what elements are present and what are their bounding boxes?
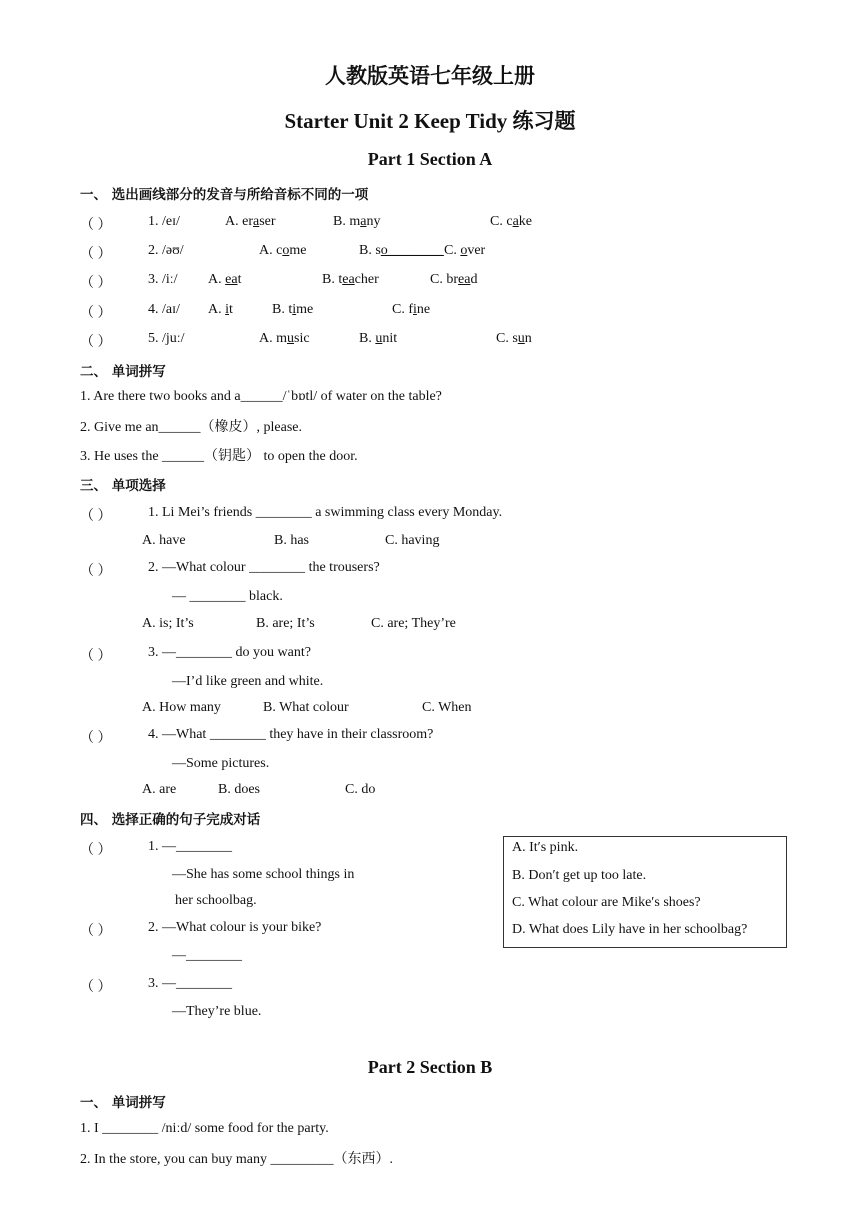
pron-3-option-a-pre: A. <box>208 272 226 287</box>
pron-5-phonetic: 5. /juː/ <box>148 331 185 346</box>
q2-paren: （ ） <box>80 564 112 579</box>
options-box <box>503 836 787 948</box>
dialog-q2-stem: 2. —What colour is your bike? <box>148 920 322 935</box>
pron-5-option-c <box>496 331 532 347</box>
pron-1-option-a-pre: A. er <box>225 214 253 229</box>
q3-reply: —I’d like green and white. <box>172 674 324 689</box>
option-c: C. What colour are Mike′s shoes? <box>512 895 701 910</box>
pron-1-option-c-pre: C. c <box>490 214 513 229</box>
pron-4-option-c-post: ne <box>416 302 431 317</box>
q2-reply: — ________ black. <box>172 589 283 604</box>
pron-3-option-a <box>208 272 241 288</box>
q3-option-b: B. What colour <box>263 700 349 715</box>
q2-stem: 2. —What colour ________ the trousers? <box>148 560 380 575</box>
pron-5-option-b <box>359 331 397 347</box>
dialog-q1-reply-line1: —She has some school things in <box>172 867 355 882</box>
pron-1-option-c-underlined: a <box>512 214 519 229</box>
pron-4-paren: （ ） <box>80 306 112 321</box>
sec4-heading: 四、 选择正确的句子完成对话 <box>80 812 261 828</box>
pron-4-option-c-underlined: i <box>413 302 417 317</box>
pron-4-phonetic: 4. /aɪ/ <box>148 302 180 317</box>
q4-option-b: B. does <box>218 782 260 797</box>
q4-stem: 4. —What ________ they have in their classroom? <box>148 727 434 742</box>
pron-4-option-b-post: me <box>296 302 314 317</box>
option-d: D. What does Lily have in her schoolbag? <box>512 922 748 937</box>
pron-1-option-c <box>490 214 532 230</box>
pron-1-option-b <box>333 214 380 230</box>
q4-option-a: A. are <box>142 782 177 797</box>
pron-2-paren: （ ） <box>80 247 112 262</box>
pron-4-option-a <box>208 302 233 318</box>
pron-5-paren: （ ） <box>80 335 112 350</box>
option-a: A. It′s pink. <box>512 840 579 855</box>
pron-3-phonetic: 3. /iː/ <box>148 272 178 287</box>
spelling-line-3: 3. He uses the ______（钥匙） to open the door. <box>80 449 358 464</box>
pron-5-option-b-underlined: u <box>375 331 383 346</box>
q3-option-a: A. How many <box>142 700 221 715</box>
pron-2-option-c-post: ver <box>467 243 486 258</box>
q1-stem: 1. Li Mei’s friends ________ a swimming class every Monday. <box>148 505 503 520</box>
q1-option-c: C. having <box>385 533 440 548</box>
q2-option-c: C. are; They’re <box>371 616 456 631</box>
pron-3-option-a-post: t <box>237 272 242 287</box>
q3-paren: （ ） <box>80 649 112 664</box>
part2-spelling-line-1: 1. I ________ /niːd/ some food for the party. <box>80 1121 329 1136</box>
q2-option-a: A. is; It’s <box>142 616 194 631</box>
pron-4-option-b-underlined: i <box>292 302 297 317</box>
sec3-heading: 三、 单项选择 <box>80 478 166 494</box>
dialog-q1-paren: （ ） <box>80 843 112 858</box>
q1-paren: （ ） <box>80 509 112 524</box>
dialog-q1-stem: 1. —________ <box>148 839 232 854</box>
pron-5-option-a <box>259 331 310 347</box>
pron-3-option-c-pre: C. br <box>430 272 458 287</box>
q3-stem: 3. —________ do you want? <box>148 645 311 660</box>
pron-4-option-b <box>272 302 313 318</box>
spelling-line-1: 1. Are there two books and a______/ˈbɒtl/ of water on the table? <box>80 389 442 404</box>
pron-1-phonetic: 1. /eɪ/ <box>148 214 180 229</box>
part2-spelling-line-2: 2. In the store, you can buy many _________（东西）. <box>80 1152 394 1167</box>
pron-2-option-a-post: me <box>289 243 307 258</box>
document-title: 人教版英语七年级上册 <box>325 64 535 88</box>
pron-5-option-b-pre: B. <box>359 331 376 346</box>
pron-3-paren: （ ） <box>80 276 112 291</box>
pron-1-option-b-pre: B. m <box>333 214 361 229</box>
dialog-q2-paren: （ ） <box>80 924 112 939</box>
document-subtitle: Starter Unit 2 Keep Tidy 练习题 <box>284 109 576 133</box>
pron-2-option-b-pre: B. s <box>359 243 381 258</box>
pron-5-option-a-pre: A. m <box>259 331 287 346</box>
q4-paren: （ ） <box>80 731 112 746</box>
dialog-q3-paren: （ ） <box>80 980 112 995</box>
pron-4-option-a-underlined: i <box>225 302 230 317</box>
pron-3-option-b-underlined: ea <box>342 272 355 287</box>
q2-option-b: B. are; It’s <box>256 616 315 631</box>
pron-2-option-a-underlined: o <box>282 243 290 258</box>
pron-2-option-b-underlined: o________ <box>380 243 444 258</box>
pron-2-option-a-pre: A. c <box>259 243 283 258</box>
pron-1-option-b-underlined: a <box>360 214 367 229</box>
dialog-q1-reply-line2: her schoolbag. <box>175 893 257 908</box>
sec2-heading: 二、 单词拼写 <box>80 364 166 380</box>
pron-2-phonetic: 2. /əʊ/ <box>148 243 184 258</box>
pron-2-option-c-underlined: o <box>460 243 468 258</box>
pron-5-option-a-underlined: u <box>287 331 294 346</box>
pron-1-option-a <box>225 214 276 230</box>
pron-1-option-a-post: ser <box>259 214 276 229</box>
pron-5-option-b-post: nit <box>382 331 398 346</box>
pron-4-option-a-pre: A. <box>208 302 226 317</box>
pron-3-option-c-underlined: ea <box>458 272 471 287</box>
pron-3-option-c-post: d <box>470 272 478 287</box>
pron-2-option-c-pre: C. <box>444 243 461 258</box>
pron-1-option-c-post: ke <box>518 214 532 229</box>
part1-heading: Part 1 Section A <box>367 149 493 169</box>
part2-sec1-heading: 一、 单词拼写 <box>80 1095 166 1111</box>
dialog-q3-stem: 3. —________ <box>148 976 232 991</box>
pron-1-paren: （ ） <box>80 218 112 233</box>
pron-3-option-c <box>430 272 477 288</box>
pron-4-option-b-pre: B. t <box>272 302 293 317</box>
pron-4-option-a-post: t <box>229 302 233 317</box>
pron-2-option-a <box>259 243 306 259</box>
q3-option-c: C. When <box>422 700 472 715</box>
pron-4-option-c-pre: C. f <box>392 302 413 317</box>
pron-5-option-c-pre: C. s <box>496 331 518 346</box>
q4-option-c: C. do <box>345 782 376 797</box>
q1-option-b: B. has <box>274 533 309 548</box>
pron-5-option-a-post: sic <box>294 331 310 346</box>
dialog-q3-reply: —They’re blue. <box>172 1004 262 1019</box>
pron-1-option-b-post: ny <box>366 214 381 229</box>
part2-heading: Part 2 Section B <box>367 1057 493 1077</box>
pron-3-option-b-pre: B. t <box>322 272 343 287</box>
spelling-line-2: 2. Give me an______（橡皮）, please. <box>80 420 303 435</box>
option-b: B. Don′t get up too late. <box>512 868 647 883</box>
q1-option-a: A. have <box>142 533 186 548</box>
dialog-q2-reply: —________ <box>172 948 242 963</box>
pron-2-option-b <box>359 243 444 259</box>
pron-1-option-a-underlined: a <box>253 214 260 229</box>
pron-4-option-c <box>392 302 430 318</box>
pron-3-option-b <box>322 272 379 288</box>
sec1-heading: 一、 选出画线部分的发音与所给音标不同的一项 <box>80 187 369 203</box>
pron-3-option-b-post: cher <box>354 272 379 287</box>
q4-reply: —Some pictures. <box>172 756 270 771</box>
pron-3-option-a-underlined: ea <box>225 272 238 287</box>
pron-2-option-c <box>444 243 485 259</box>
pron-5-option-c-underlined: u <box>517 331 525 346</box>
pron-5-option-c-post: n <box>524 331 532 346</box>
